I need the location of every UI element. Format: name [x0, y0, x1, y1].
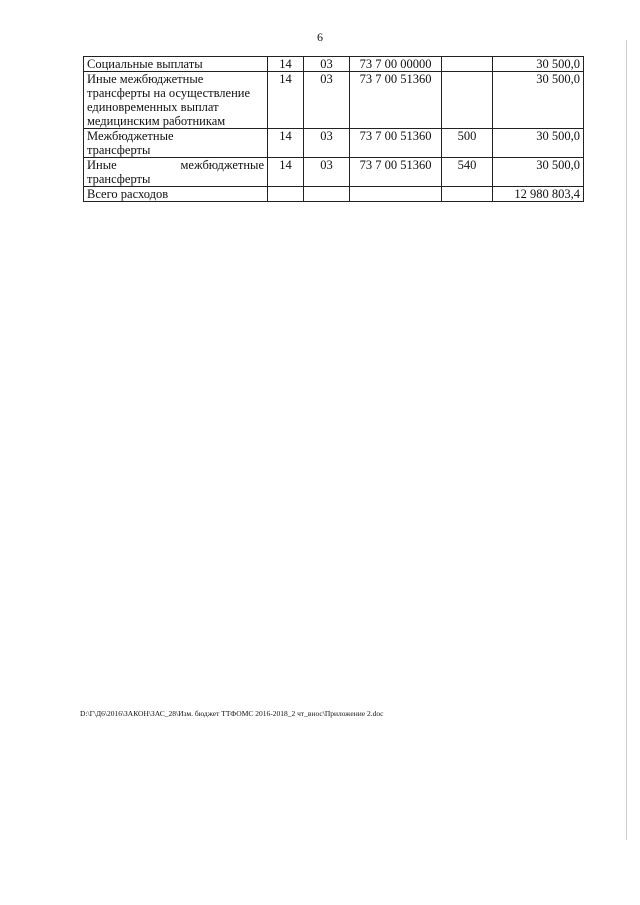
- row-expense-type: 540: [442, 158, 493, 187]
- row-section: 14: [268, 129, 304, 158]
- table-row: [84, 57, 584, 72]
- table-row: [84, 72, 584, 129]
- row-name: Иные межбюджетные трансферты: [84, 158, 268, 187]
- row-subsection: 03: [304, 158, 350, 187]
- row-name: Всего расходов: [84, 187, 268, 202]
- table-row: [84, 129, 584, 158]
- row-expense-type: [442, 72, 493, 129]
- row-amount: 30 500,0: [493, 72, 584, 129]
- page-number: 6: [317, 30, 323, 44]
- row-target: 73 7 00 00000: [350, 57, 442, 72]
- table-row: [84, 158, 584, 187]
- row-expense-type: 500: [442, 129, 493, 158]
- table-row-total: [84, 187, 584, 202]
- row-target: [350, 187, 442, 202]
- budget-table: [83, 56, 584, 202]
- row-target: 73 7 00 51360: [350, 72, 442, 129]
- footer-file-path: D:\Г\Д6\2016\ЗАКОН\ЗАС_28\Изм. бюджет ТТФОМС 2016-2018_2 чт_внос\Приложение 2.doc: [80, 709, 384, 718]
- row-section: 14: [268, 158, 304, 187]
- row-amount: 30 500,0: [493, 158, 584, 187]
- row-amount: 30 500,0: [493, 129, 584, 158]
- row-expense-type: [442, 57, 493, 72]
- row-target: 73 7 00 51360: [350, 129, 442, 158]
- row-section: 14: [268, 72, 304, 129]
- row-name: Иные межбюджетные трансферты на осуществление единовременных выплат медицинским работникам: [84, 72, 268, 129]
- row-subsection: 03: [304, 129, 350, 158]
- scan-edge-line: [626, 40, 627, 840]
- row-subsection: 03: [304, 57, 350, 72]
- row-amount: 12 980 803,4: [493, 187, 584, 202]
- row-subsection: [304, 187, 350, 202]
- row-subsection: 03: [304, 72, 350, 129]
- row-name: Межбюджетные трансферты: [84, 129, 268, 158]
- row-section: 14: [268, 57, 304, 72]
- row-target: 73 7 00 51360: [350, 158, 442, 187]
- row-amount: 30 500,0: [493, 57, 584, 72]
- row-section: [268, 187, 304, 202]
- row-name: Социальные выплаты: [84, 57, 268, 72]
- row-expense-type: [442, 187, 493, 202]
